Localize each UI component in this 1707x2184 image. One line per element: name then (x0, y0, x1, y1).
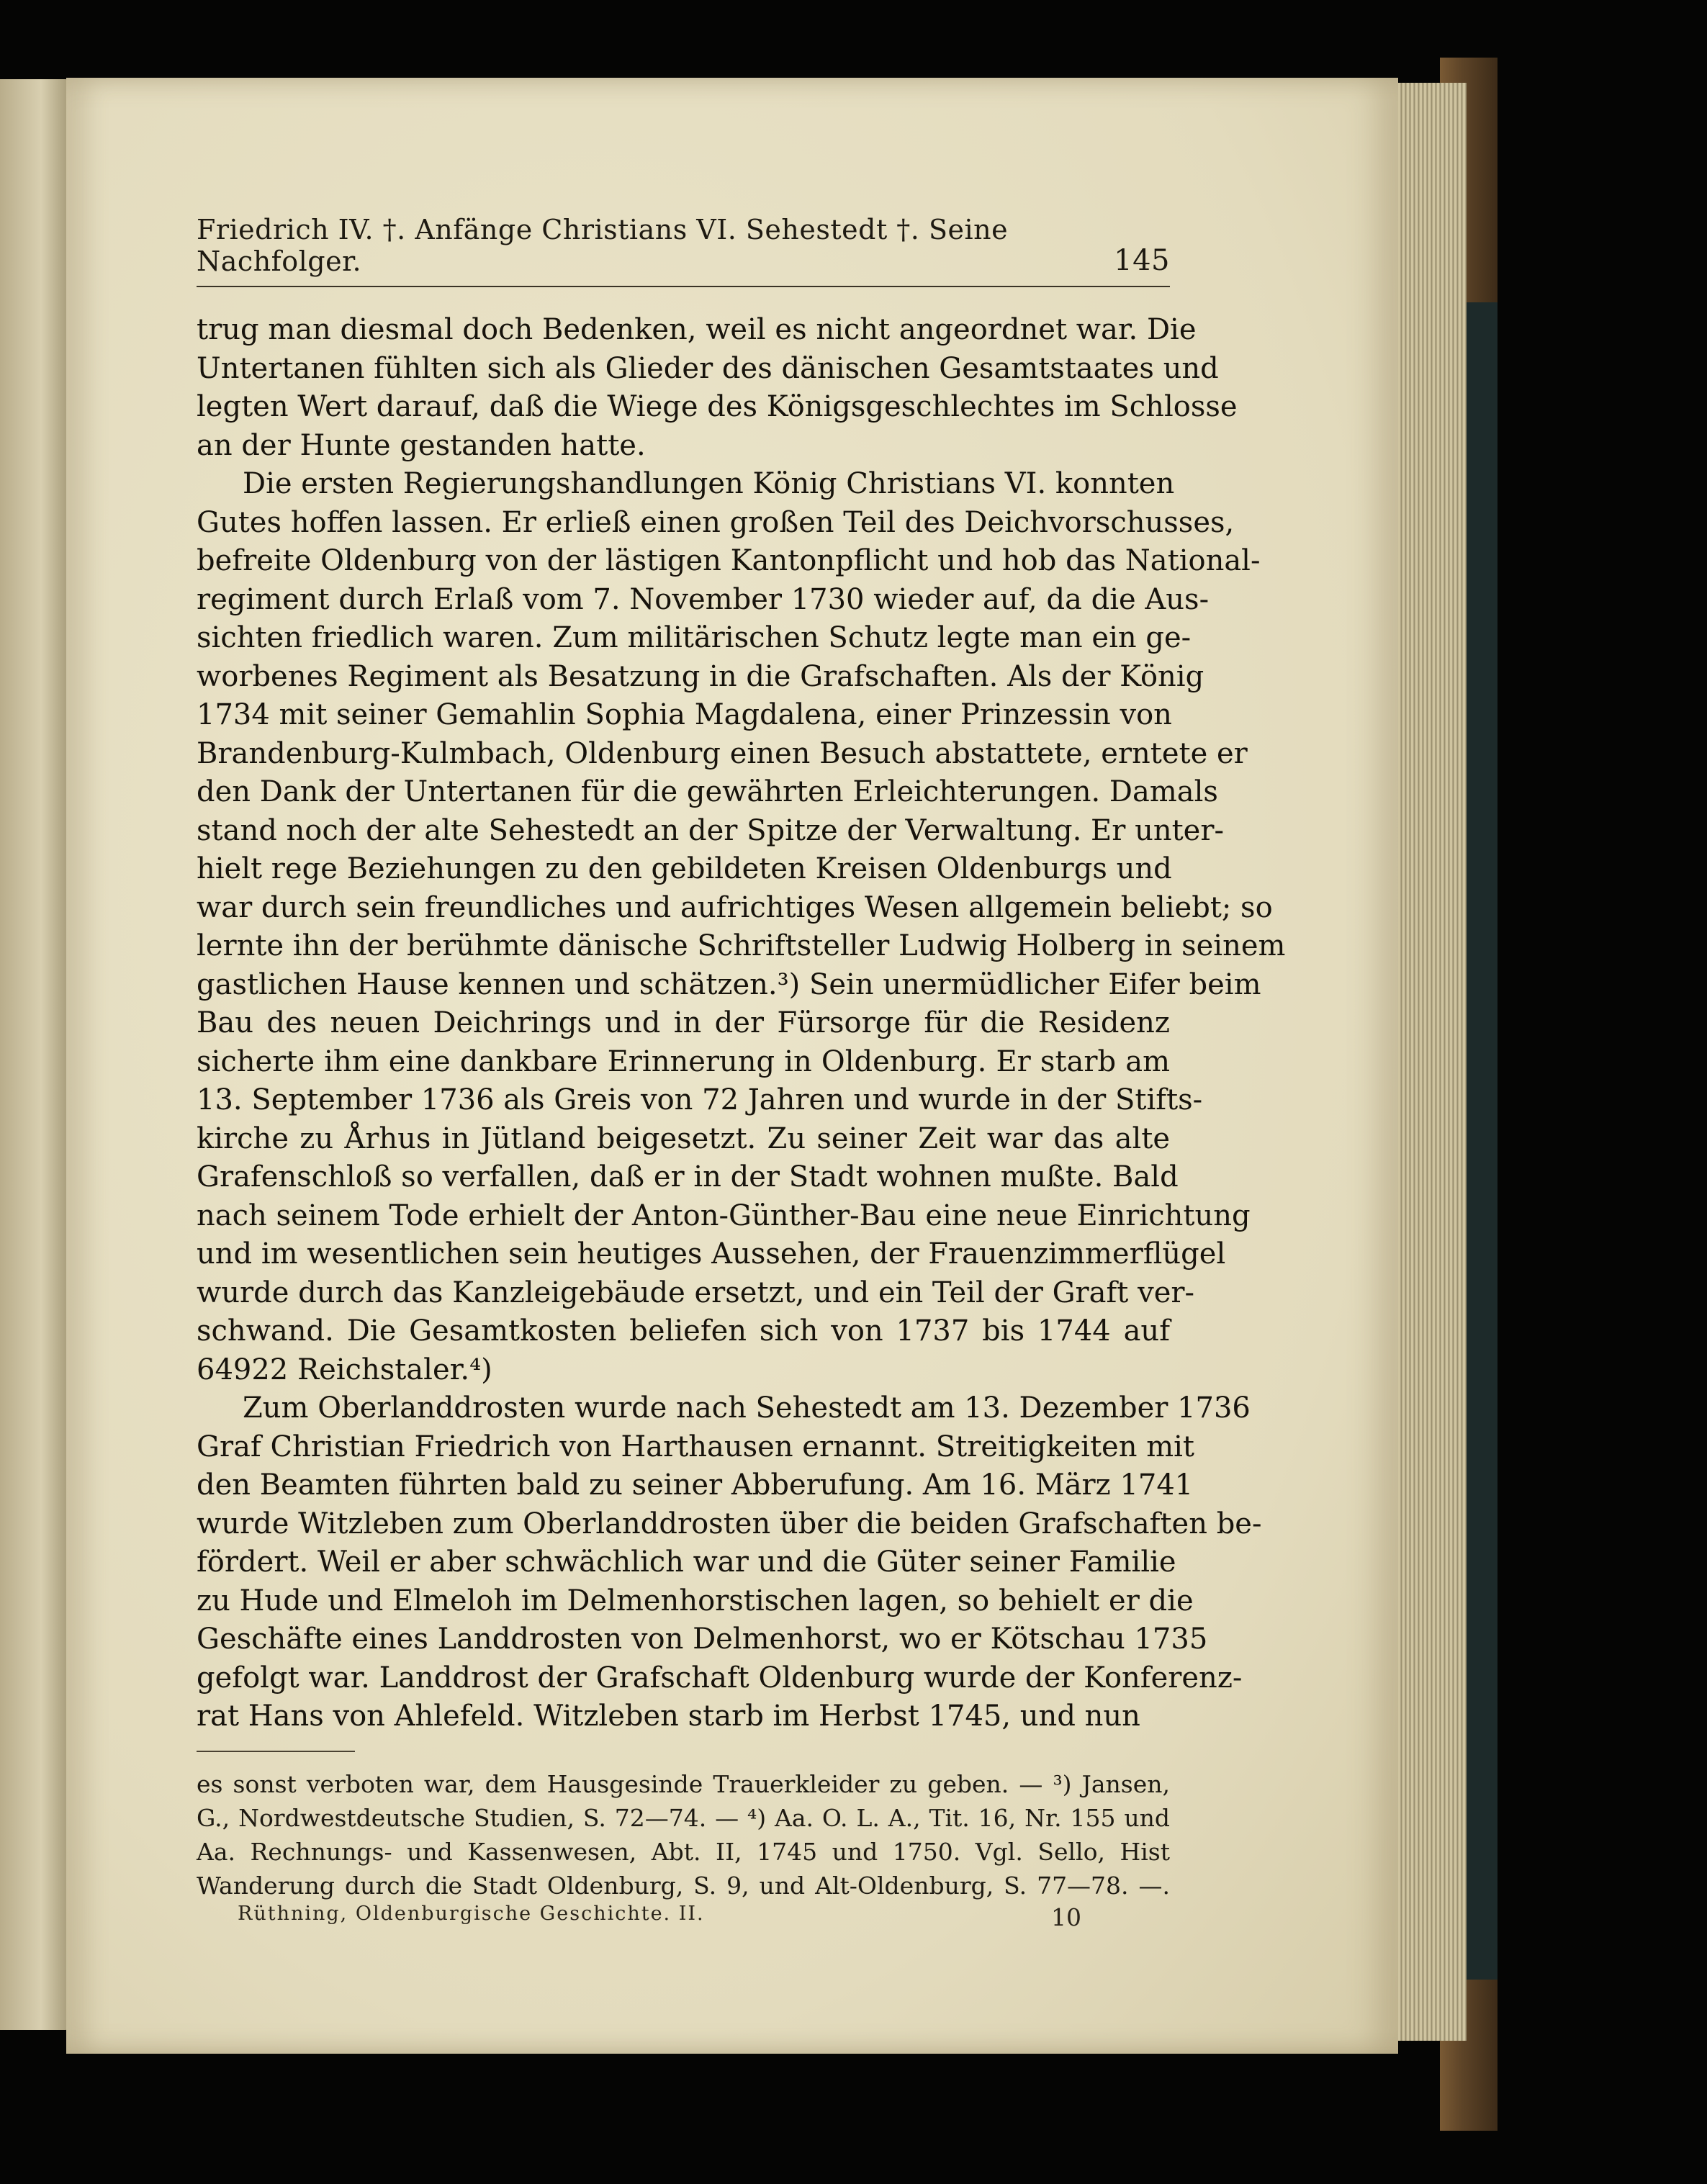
text-line: war durch sein freundliches und aufrichtiges Wesen allgemein beliebt; so (197, 890, 1273, 924)
text-line: hielt rege Beziehungen zu den gebildeten Kreisen Oldenburgs und (197, 852, 1172, 885)
text-line: Untertanen fühlten sich als Glieder des dänischen Gesamtstaates und (197, 351, 1219, 385)
text-line: den Beamten führten bald zu seiner Abberufung. Am 16. März 1741 (197, 1468, 1194, 1502)
text-line: Grafenschloß so verfallen, daß er in der Stadt wohnen mußte. Bald (197, 1160, 1179, 1193)
text-line: wurde Witzleben zum Oberlanddrosten über die beiden Grafschaften be- (197, 1507, 1262, 1540)
text-line: legten Wert darauf, daß die Wiege des Königsgeschlechtes im Schlosse (197, 390, 1238, 423)
text-line: Geschäfte eines Landdrosten von Delmenhorst, wo er Kötschau 1735 (197, 1623, 1208, 1656)
text-line: Bau des neuen Deichrings und in der Fürsorge für die Residenz (197, 1006, 1170, 1039)
text-line: zu Hude und Elmeloh im Delmenhorstischen lagen, so behielt er die (197, 1584, 1194, 1617)
text-line: gastlichen Hause kennen und schätzen.³) Sein unermüdlicher Eifer beim (197, 967, 1261, 1001)
text-line: rat Hans von Ahlefeld. Witzleben starb im Herbst 1745, und nun (197, 1700, 1140, 1733)
text-line: nach seinem Tode erhielt der Anton-Günther-Bau eine neue Einrichtung (197, 1199, 1251, 1232)
text-line: regiment durch Erlaß vom 7. November 1730 wieder auf, da die Aus- (197, 582, 1210, 616)
text-line: stand noch der alte Sehestedt an der Spitze der Verwaltung. Er unter- (197, 813, 1224, 847)
page-block-edges (1398, 83, 1467, 2041)
text-line: schwand. Die Gesamtkosten beliefen sich von 1737 bis 1744 auf (197, 1314, 1170, 1348)
text-line: und im wesentlichen sein heutiges Aussehen, der Frauenzimmerflügel (197, 1237, 1226, 1271)
text-line: Zum Oberlanddrosten wurde nach Sehestedt am 13. Dezember 1736 (243, 1391, 1251, 1425)
running-head-title: Friedrich IV. †. Anfänge Christians VI. Sehestedt †. Seine Nachfolger. (197, 214, 1009, 277)
text-line: kirche zu Århus in Jütland beigesetzt. Zu seiner Zeit war das alte (197, 1122, 1170, 1155)
text-line: gefolgt war. Landdrost der Grafschaft Oldenburg wurde der Konferenz- (197, 1661, 1243, 1695)
text-line: fördert. Weil er aber schwächlich war und die Güter seiner Familie (197, 1546, 1176, 1579)
sheet-number: 10 (1051, 1903, 1081, 1931)
text-line: Brandenburg-Kulmbach, Oldenburg einen Besuch abstattete, erntete er (197, 736, 1248, 770)
text-line: sicherte ihm eine dankbare Erinnerung in Oldenburg. Er starb am (197, 1044, 1170, 1078)
running-head (197, 214, 1170, 286)
page-number: 145 (1114, 244, 1170, 277)
text-line: Die ersten Regierungshandlungen König Christians VI. konnten (243, 467, 1175, 500)
text-line: an der Hunte gestanden hatte. (197, 428, 646, 462)
footnotes (197, 1767, 1170, 1903)
text-line: trug man diesmal doch Bedenken, weil es nicht angeordnet war. Die (197, 313, 1197, 346)
text-line: befreite Oldenburg von der lästigen Kantonpflicht und hob das National- (197, 544, 1261, 577)
footnote-rule (197, 1751, 355, 1752)
text-line: lernte ihn der berühmte dänische Schriftsteller Ludwig Holberg in seinem (197, 929, 1286, 962)
signature-line: Rüthning, Oldenburgische Geschichte. II. (238, 1903, 705, 1925)
text-line: Gutes hoffen lassen. Er erließ einen großen Teil des Deichvorschusses, (197, 505, 1235, 539)
text-line: 64922 Reichstaler.⁴) (197, 1353, 492, 1386)
text-line: den Dank der Untertanen für die gewährten Erleichterungen. Damals (197, 775, 1218, 808)
text-line: 13. September 1736 als Greis von 72 Jahren und wurde in der Stifts- (197, 1083, 1203, 1116)
facing-page-edge (0, 79, 68, 2030)
footnote-line: Aa. Rechnungs- und Kassenwesen, Abt. II, 1745 und 1750. Vgl. Sello, Hist (197, 1838, 1170, 1866)
header-rule (197, 286, 1170, 287)
footnote-line: G., Nordwestdeutsche Studien, S. 72—74. — ⁴) Aa. O. L. A., Tit. 16, Nr. 155 und (197, 1804, 1170, 1832)
footnote-line: Wanderung durch die Stadt Oldenburg, S. 9, und Alt-Oldenburg, S. 77—78. —. (197, 1872, 1170, 1900)
text-line: wurde durch das Kanzleigebäude ersetzt, und ein Teil der Graft ver- (197, 1276, 1194, 1309)
text-line: worbenes Regiment als Besatzung in die Grafschaften. Als der König (197, 659, 1204, 693)
text-line: Graf Christian Friedrich von Harthausen ernannt. Streitigkeiten mit (197, 1430, 1194, 1463)
text-line: 1734 mit seiner Gemahlin Sophia Magdalena, einer Prinzessin von (197, 698, 1172, 731)
text-line: sichten friedlich waren. Zum militärischen Schutz legte man ein ge- (197, 621, 1192, 654)
footnote-line: es sonst verboten war, dem Hausgesinde Trauerkleider zu geben. — ³) Jansen, (197, 1770, 1170, 1798)
body-text (197, 311, 1286, 1736)
